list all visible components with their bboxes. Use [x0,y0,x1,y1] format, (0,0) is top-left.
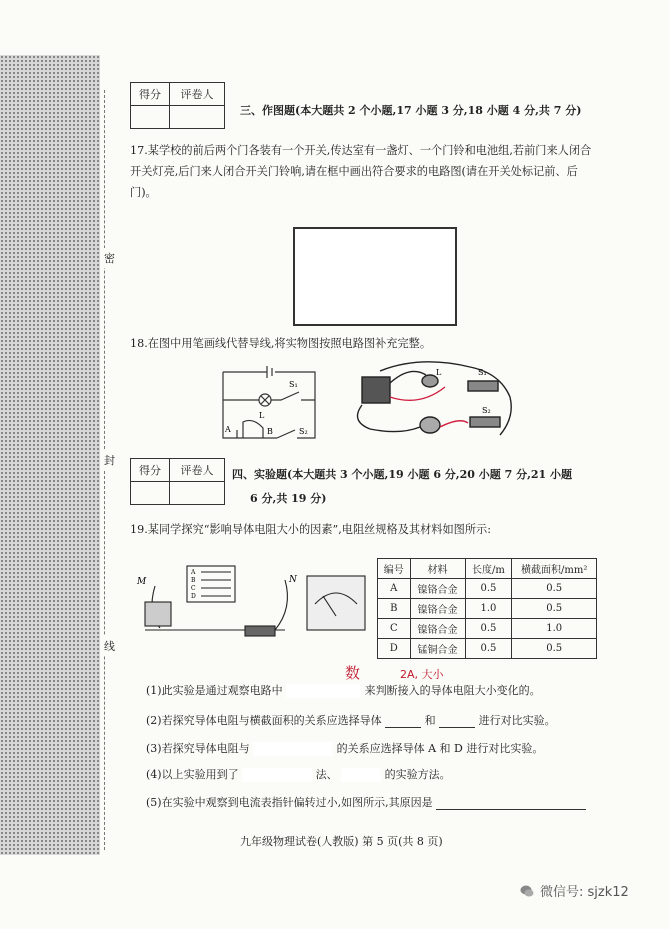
wire-bottom [358,405,421,432]
label-m: M [137,577,147,587]
sub-question-5 [146,794,586,810]
grader-cell [170,106,225,129]
label-row-d: D [191,593,196,600]
handwriting-2: 2A, 大小 [400,668,444,681]
label-b: B [267,427,273,436]
label-n: N [289,575,297,585]
cell-area: 1.0 [512,619,597,639]
circuit-diagram-18 [215,362,325,448]
sub4-text-a: (4)以上实验用到了 [146,768,239,781]
photo-label-l: L [436,368,442,377]
switch-s1 [468,381,498,391]
sub-question-1 [146,682,541,698]
score-cell [131,482,170,505]
score-label: 得分 [131,459,170,482]
seal-char-xian: 线 [104,636,115,656]
table-row [378,579,597,599]
header-id: 编号 [378,559,411,579]
cell-area: 0.5 [512,599,597,619]
grader-label: 评卷人 [170,83,225,106]
sub-question-3 [146,740,543,756]
cell-id: A [378,579,411,599]
cell-material: 镍铬合金 [410,579,465,599]
cell-id: D [378,639,411,659]
header-material: 材料 [410,559,465,579]
section-4-title-line1: 四、实验题(本大题共 3 个小题,19 小题 6 分,20 小题 7 分,21 小题 [232,468,573,481]
sub-question-2 [146,712,556,728]
score-label: 得分 [131,83,170,106]
cell-area: 0.5 [512,639,597,659]
wire-battery-lamp [390,371,426,383]
sub-question-4 [146,766,451,782]
physical-circuit-18 [350,357,520,445]
answer-blank-4a [242,768,312,782]
answer-blank-4b [341,768,381,782]
answer-blank-1 [286,684,361,698]
sub2-text-a: (2)若探究导体电阻与横截面积的关系应选择导体 [146,714,382,727]
section-4-title-line2: 6 分,共 19 分) [250,492,327,505]
grader-label: 评卷人 [170,459,225,482]
answer-blank-5 [436,797,586,810]
table-row [378,639,597,659]
label-s1: S₁ [289,380,298,389]
cell-length: 1.0 [465,599,512,619]
photo-label-s2: S₂ [482,406,491,415]
experiment-figure-19 [135,558,370,650]
cell-length: 0.5 [465,639,512,659]
label-row-c: C [191,585,196,592]
sub3-text-b: 的关系应选择导体 A 和 D 进行对比实验。 [336,742,544,755]
seal-char-mi: 密 [104,248,115,268]
materials-table [377,558,597,659]
switch-s2-lever [277,430,295,438]
label-s2: S₂ [299,427,308,436]
label-a: A [225,425,231,434]
handwriting-1: 数 [345,664,361,682]
cell-length: 0.5 [465,619,512,639]
lead-n [275,580,287,630]
cell-id: C [378,619,411,639]
bell [420,417,440,433]
header-area: 横截面积/mm² [512,559,597,579]
photo-label-s1: S₁ [478,368,487,377]
cell-area: 0.5 [512,579,597,599]
ammeter-small [145,602,171,626]
battery [245,626,275,636]
cell-length: 0.5 [465,579,512,599]
question-17: 17.某学校的前后两个门各装有一个开关,传达室有一盏灯、一个门铃和电池组,若前门来人闭合开关灯亮,后门来人闭合开关门铃响,请在框中画出符合要求的电路图(请在开关处标记前、后门)。 [130,144,592,199]
sub2-text-b: 和 [424,714,436,727]
score-cell [131,106,170,129]
seal-char-feng: 封 [104,450,115,470]
lamp-cross [261,396,269,404]
sub2-text-c: 进行对比实验。 [478,714,556,727]
sub4-text-b: 法、 [315,768,338,781]
seal-line [104,90,105,850]
cell-material: 镍铬合金 [410,599,465,619]
score-table-3 [130,82,225,129]
question-19: 19.某同学探究“影响导体电阻大小的因素”,电阻丝规格及其材料如图所示: [130,523,491,536]
switch-s2 [470,417,500,427]
label-row-b: B [191,577,196,584]
answer-box-17 [293,227,457,326]
sub1-text-b: 来判断接入的导体电阻大小变化的。 [364,684,541,697]
answer-blank-2b [439,715,475,728]
sub4-text-c: 的实验方法。 [384,768,451,781]
wechat-icon [520,883,534,897]
question-18: 18.在图中用笔画线代替导线,将实物图按照电路图补充完整。 [130,337,432,350]
table-row [378,619,597,639]
page-footer: 九年级物理试卷(人教版) 第 5 页(共 8 页) [240,835,443,848]
label-l: L [259,411,265,420]
cell-id: B [378,599,411,619]
header-length: 长度/m [465,559,512,579]
sub5-text: (5)在实验中观察到电流表指针偏转过小,如图所示,其原因是 [146,796,433,809]
resistance-wires [201,572,231,596]
bell-symbol [237,420,263,438]
cell-material: 锰铜合金 [410,639,465,659]
grader-cell [170,482,225,505]
sub3-text-a: (3)若探究导体电阻与 [146,742,250,755]
answer-blank-2a [385,715,421,728]
label-row-a: A [191,569,196,576]
sub1-text-a: (1)此实验是通过观察电路中 [146,684,283,697]
score-table-4 [130,458,225,505]
battery-pack [362,377,390,403]
section-3-title: 三、作图题(本大题共 2 个小题,17 小题 3 分,18 小题 4 分,共 7 分) [240,104,582,117]
cell-material: 镍铬合金 [410,619,465,639]
watermark-text: 微信号: sjzk12 [540,885,629,900]
table-row [378,599,597,619]
answer-blank-3 [253,742,333,756]
binding-strip [0,55,100,855]
